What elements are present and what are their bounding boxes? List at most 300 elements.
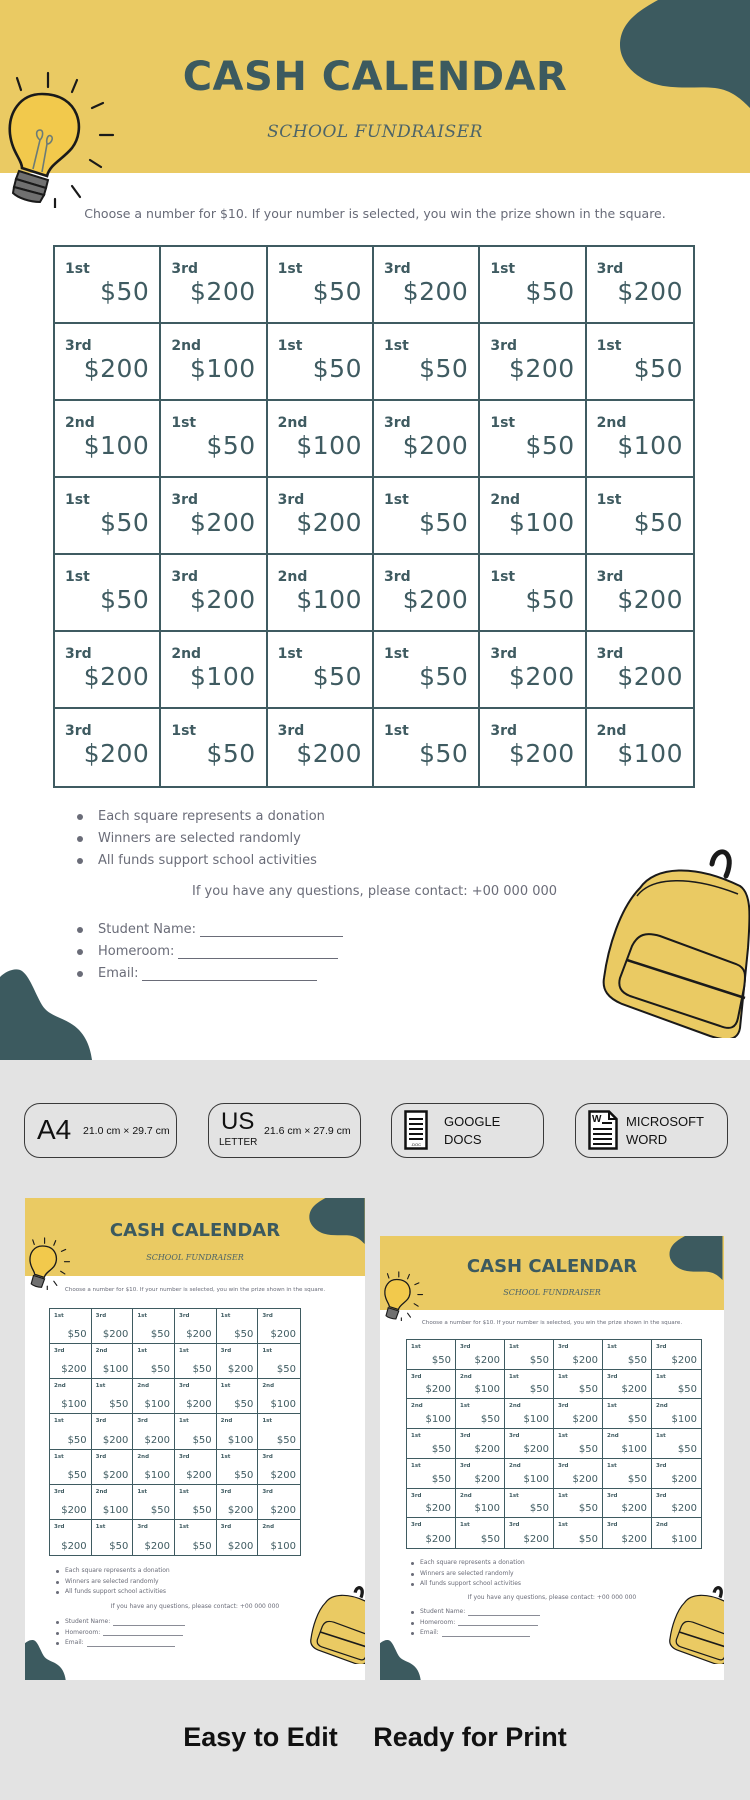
grid-cell[interactable] bbox=[161, 555, 267, 632]
cell-place: 1st bbox=[65, 261, 90, 277]
cell-prize: $200 bbox=[270, 1329, 296, 1341]
cell-place: 3rd bbox=[656, 1492, 667, 1499]
grid-cell[interactable] bbox=[268, 324, 374, 401]
preview-grid-cell bbox=[603, 1518, 652, 1548]
cell-place: 1st bbox=[65, 569, 90, 585]
cell-place: 2nd bbox=[95, 1488, 108, 1495]
cell-place: 3rd bbox=[95, 1418, 107, 1425]
cell-prize: $200 bbox=[621, 1503, 647, 1515]
cell-prize: $200 bbox=[402, 431, 469, 460]
cell-place: 2nd bbox=[171, 646, 202, 662]
cell-prize: $200 bbox=[144, 1540, 170, 1552]
grid-cell[interactable] bbox=[587, 324, 693, 401]
bullet-item: Each square represents a donation bbox=[75, 806, 325, 828]
cell-prize: $200 bbox=[270, 1504, 296, 1516]
preview-bullets bbox=[55, 1566, 170, 1598]
cell-prize: $50 bbox=[633, 354, 683, 383]
cell-place: 3rd bbox=[220, 1488, 232, 1495]
cell-prize: $100 bbox=[61, 1399, 87, 1411]
cell-place: 1st bbox=[490, 415, 516, 431]
cell-prize: $100 bbox=[474, 1384, 500, 1396]
cell-prize: $100 bbox=[621, 1443, 647, 1455]
cell-prize: $200 bbox=[61, 1540, 87, 1552]
cell-place: 3rd bbox=[179, 1313, 190, 1319]
preview-grid-cell bbox=[505, 1518, 554, 1548]
preview-grid-cell bbox=[456, 1399, 505, 1429]
contact-text: If you have any questions, please contact: +00 000 000 bbox=[192, 884, 558, 899]
cell-prize: $200 bbox=[671, 1503, 697, 1515]
preview-grid-cell bbox=[407, 1518, 456, 1548]
cell-place: 3rd bbox=[607, 1373, 618, 1380]
preview-grid-cell bbox=[50, 1414, 92, 1449]
cell-place: 3rd bbox=[490, 338, 517, 354]
field-label: Email: bbox=[420, 1629, 439, 1636]
cell-prize: $50 bbox=[312, 277, 362, 306]
cell-place: 1st bbox=[596, 492, 622, 508]
preview-grid-cell bbox=[133, 1379, 175, 1414]
easy-to-edit-label: Easy to Edit bbox=[183, 1722, 338, 1752]
student-name-field[interactable] bbox=[75, 919, 343, 941]
field-label: Student Name: bbox=[65, 1618, 111, 1625]
cell-prize: $50 bbox=[525, 277, 575, 306]
grid-cell[interactable] bbox=[55, 401, 161, 478]
preview-grid-cell bbox=[258, 1379, 300, 1414]
cell-place: 1st bbox=[220, 1453, 231, 1460]
cell-prize: $50 bbox=[677, 1384, 697, 1396]
grid-cell[interactable] bbox=[374, 555, 480, 632]
cell-place: 3rd bbox=[607, 1522, 618, 1529]
cell-place: 3rd bbox=[262, 1313, 273, 1319]
preview-grid-cell bbox=[505, 1429, 554, 1459]
cell-prize: $50 bbox=[150, 1364, 170, 1376]
cell-prize: $200 bbox=[425, 1533, 451, 1545]
badge-us-size: 21.6 cm × 27.9 cm bbox=[264, 1125, 351, 1137]
grid-cell[interactable] bbox=[587, 632, 693, 709]
grid-cell[interactable] bbox=[268, 478, 374, 555]
cell-prize: $50 bbox=[234, 1399, 254, 1411]
cell-prize: $200 bbox=[572, 1354, 598, 1366]
cell-prize: $50 bbox=[578, 1503, 598, 1515]
cell-prize: $50 bbox=[206, 431, 256, 460]
cell-prize: $200 bbox=[227, 1540, 254, 1552]
cell-prize: $50 bbox=[150, 1504, 170, 1516]
cell-place: 1st bbox=[558, 1522, 568, 1529]
grid-cell[interactable] bbox=[268, 401, 374, 478]
grid-cell[interactable] bbox=[374, 401, 480, 478]
cell-prize: $200 bbox=[617, 277, 683, 306]
backpack-icon bbox=[309, 1582, 365, 1664]
grid-cell[interactable] bbox=[161, 324, 267, 401]
preview-grid-cell bbox=[603, 1459, 652, 1489]
cell-prize: $200 bbox=[617, 585, 683, 614]
badge-us-letter bbox=[208, 1103, 361, 1158]
cell-place: 3rd bbox=[656, 1462, 667, 1469]
cell-place: 3rd bbox=[384, 415, 411, 431]
badge-microsoft-word bbox=[575, 1103, 728, 1158]
preview-grid-cell bbox=[554, 1489, 603, 1519]
cell-prize: $50 bbox=[419, 739, 469, 768]
cell-prize: $100 bbox=[671, 1414, 697, 1426]
cell-prize: $50 bbox=[67, 1469, 87, 1481]
preview-grid-cell bbox=[133, 1520, 175, 1555]
badge-word-line1: MICROSOFT bbox=[626, 1114, 704, 1129]
cell-place: 3rd bbox=[171, 569, 198, 585]
cell-place: 3rd bbox=[65, 338, 92, 354]
cell-place: 3rd bbox=[607, 1492, 618, 1499]
cell-place: 1st bbox=[607, 1344, 617, 1350]
cell-prize: $200 bbox=[621, 1533, 647, 1545]
preview-grid-cell bbox=[175, 1344, 217, 1379]
preview-grid-cell bbox=[652, 1340, 701, 1370]
cell-prize: $200 bbox=[617, 662, 683, 691]
cell-prize: $100 bbox=[227, 1434, 254, 1446]
student-fields bbox=[75, 919, 343, 985]
cell-place: 1st bbox=[596, 338, 622, 354]
cell-place: 1st bbox=[460, 1522, 470, 1529]
cell-prize: $50 bbox=[431, 1473, 451, 1485]
cell-place: 1st bbox=[179, 1488, 189, 1495]
info-bullets bbox=[75, 806, 325, 872]
cell-place: 2nd bbox=[277, 415, 308, 431]
cell-place: 3rd bbox=[596, 569, 624, 585]
preview-grid-cell bbox=[603, 1399, 652, 1429]
preview-contact: If you have any questions, please contact: +00 000 000 bbox=[467, 1594, 637, 1601]
cell-place: 1st bbox=[171, 415, 197, 431]
cell-place: 3rd bbox=[179, 1383, 190, 1390]
cell-place: 2nd bbox=[95, 1348, 108, 1355]
instruction-text: Choose a number for $10. If your number is selected, you win the prize shown in the square. bbox=[84, 206, 666, 221]
grid-cell[interactable] bbox=[161, 478, 267, 555]
preview-grid-cell bbox=[603, 1340, 652, 1370]
preview-field bbox=[55, 1617, 185, 1628]
preview-grid-cell bbox=[258, 1520, 300, 1555]
cell-prize: $100 bbox=[83, 431, 150, 460]
preview-subtitle: SCHOOL FUNDRAISER bbox=[146, 1253, 244, 1262]
cell-prize: $50 bbox=[419, 662, 469, 691]
grid-cell[interactable] bbox=[268, 632, 374, 709]
cell-place: 2nd bbox=[262, 1383, 275, 1390]
preview-grid-cell bbox=[456, 1518, 505, 1548]
cell-place: 3rd bbox=[65, 723, 92, 739]
cell-prize: $200 bbox=[144, 1434, 170, 1446]
cell-prize: $200 bbox=[621, 1384, 647, 1396]
cell-prize: $50 bbox=[192, 1434, 212, 1446]
cell-prize: $100 bbox=[144, 1469, 170, 1481]
field-label: Email: bbox=[65, 1639, 84, 1646]
grid-cell[interactable] bbox=[55, 247, 161, 324]
cell-place: 1st bbox=[54, 1453, 64, 1460]
preview-grid-cell bbox=[92, 1344, 134, 1379]
cell-prize: $200 bbox=[296, 508, 362, 537]
cell-place: 2nd bbox=[656, 1403, 668, 1410]
grid-cell[interactable] bbox=[161, 247, 267, 324]
grid-cell[interactable] bbox=[587, 555, 693, 632]
preview-grid-cell bbox=[505, 1399, 554, 1429]
cell-prize: $50 bbox=[276, 1364, 296, 1376]
field-label: Student Name: bbox=[420, 1608, 466, 1615]
cell-place: 1st bbox=[95, 1383, 106, 1390]
cell-prize: $50 bbox=[192, 1504, 212, 1516]
preview-grid-cell bbox=[456, 1489, 505, 1519]
preview-grid bbox=[49, 1308, 301, 1556]
cell-prize: $50 bbox=[312, 662, 362, 691]
preview-contact: If you have any questions, please contact: +00 000 000 bbox=[110, 1603, 280, 1610]
grid-cell[interactable] bbox=[268, 555, 374, 632]
preview-grid-cell bbox=[554, 1340, 603, 1370]
cell-place: 3rd bbox=[54, 1523, 65, 1530]
cell-place: 1st bbox=[558, 1373, 568, 1380]
cell-prize: $200 bbox=[190, 585, 256, 614]
cell-prize: $200 bbox=[83, 739, 150, 768]
cell-prize: $200 bbox=[523, 1443, 549, 1455]
cell-prize: $50 bbox=[480, 1414, 500, 1426]
grid-cell[interactable] bbox=[268, 709, 374, 786]
preview-grid-cell bbox=[505, 1370, 554, 1400]
cell-prize: $50 bbox=[150, 1329, 170, 1341]
cell-prize: $200 bbox=[402, 585, 469, 614]
cell-prize: $50 bbox=[100, 508, 150, 537]
grid-cell[interactable] bbox=[161, 709, 267, 786]
grid-cell[interactable] bbox=[268, 247, 374, 324]
cell-place: 3rd bbox=[384, 569, 411, 585]
cell-prize: $200 bbox=[227, 1364, 254, 1376]
cell-prize: $50 bbox=[192, 1364, 212, 1376]
preview-grid-cell bbox=[554, 1370, 603, 1400]
cell-prize: $200 bbox=[425, 1384, 451, 1396]
preview-grid-cell bbox=[217, 1485, 259, 1520]
cell-prize: $200 bbox=[523, 1533, 549, 1545]
grid-cell[interactable] bbox=[480, 478, 586, 555]
field-label: Student Name: bbox=[98, 922, 197, 937]
cell-prize: $50 bbox=[419, 508, 469, 537]
preview-grid-cell bbox=[175, 1450, 217, 1485]
preview-a4[interactable] bbox=[25, 1198, 365, 1680]
cell-place: 2nd bbox=[596, 415, 627, 431]
cell-prize: $200 bbox=[190, 508, 256, 537]
cell-prize: $200 bbox=[509, 354, 575, 383]
grid-cell[interactable] bbox=[374, 324, 480, 401]
preview-field bbox=[55, 1628, 185, 1639]
cell-place: 1st bbox=[262, 1348, 273, 1355]
cell-place: 2nd bbox=[460, 1373, 472, 1380]
cell-place: 3rd bbox=[558, 1403, 569, 1410]
cell-prize: $200 bbox=[572, 1414, 598, 1426]
cell-place: 3rd bbox=[220, 1348, 232, 1355]
preview-grid-cell bbox=[50, 1450, 92, 1485]
cell-place: 3rd bbox=[596, 646, 624, 662]
cell-prize: $200 bbox=[474, 1443, 500, 1455]
badge-us-sub: LETTER bbox=[219, 1137, 258, 1148]
preview-grid-cell bbox=[603, 1429, 652, 1459]
preview-grid-cell bbox=[133, 1485, 175, 1520]
grid-cell[interactable] bbox=[55, 555, 161, 632]
grid-cell[interactable] bbox=[480, 555, 586, 632]
email-field[interactable] bbox=[75, 963, 343, 985]
cell-place: 3rd bbox=[277, 492, 305, 508]
grid-cell[interactable] bbox=[161, 401, 267, 478]
preview-grid-cell bbox=[407, 1340, 456, 1370]
decorative-blob-bottom-left bbox=[0, 965, 95, 1060]
grid-cell[interactable] bbox=[587, 478, 693, 555]
word-file-icon bbox=[588, 1110, 618, 1150]
cell-place: 1st bbox=[171, 723, 197, 739]
cell-prize: $50 bbox=[419, 354, 469, 383]
footer-tagline bbox=[0, 1722, 750, 1753]
cell-prize: $100 bbox=[296, 431, 362, 460]
cell-place: 3rd bbox=[490, 646, 517, 662]
bullet-item: Winners are selected randomly bbox=[410, 1569, 525, 1580]
cell-place: 2nd bbox=[596, 723, 627, 739]
grid-cell[interactable] bbox=[587, 709, 693, 786]
field-label: Homeroom: bbox=[65, 1628, 101, 1636]
cell-prize: $50 bbox=[234, 1329, 254, 1341]
cell-prize: $50 bbox=[525, 585, 575, 614]
field-label: Homeroom: bbox=[98, 944, 175, 959]
document-subtitle: SCHOOL FUNDRAISER bbox=[267, 122, 483, 142]
cell-prize: $50 bbox=[192, 1540, 212, 1552]
bullet-item: Each square represents a donation bbox=[410, 1558, 525, 1569]
preview-grid-cell bbox=[456, 1340, 505, 1370]
grid-cell[interactable] bbox=[587, 401, 693, 478]
cell-prize: $200 bbox=[102, 1329, 129, 1341]
cell-place: 2nd bbox=[607, 1433, 619, 1440]
preview-grid-cell bbox=[217, 1344, 259, 1379]
preview-grid-cell bbox=[175, 1414, 217, 1449]
preview-grid-cell bbox=[217, 1450, 259, 1485]
cell-place: 1st bbox=[137, 1348, 148, 1355]
cell-place: 2nd bbox=[262, 1523, 275, 1530]
homeroom-field[interactable] bbox=[75, 941, 343, 963]
cell-place: 1st bbox=[384, 492, 409, 508]
cell-place: 3rd bbox=[490, 723, 517, 739]
cell-place: 1st bbox=[277, 261, 303, 277]
cell-prize: $100 bbox=[509, 508, 575, 537]
grid-cell[interactable] bbox=[55, 632, 161, 709]
cell-prize: $50 bbox=[100, 585, 150, 614]
preview-grid-cell bbox=[133, 1450, 175, 1485]
fill-line[interactable] bbox=[200, 921, 343, 937]
cell-place: 3rd bbox=[262, 1453, 273, 1460]
grid-cell[interactable] bbox=[374, 632, 480, 709]
grid-cell[interactable] bbox=[374, 709, 480, 786]
preview-grid-cell bbox=[407, 1489, 456, 1519]
cell-place: 2nd bbox=[411, 1403, 423, 1410]
decorative-blob-bottom-left bbox=[380, 1638, 422, 1680]
cell-prize: $50 bbox=[67, 1329, 87, 1341]
preview-grid-cell bbox=[407, 1429, 456, 1459]
cell-place: 2nd bbox=[220, 1418, 233, 1425]
cell-prize: $100 bbox=[270, 1540, 296, 1552]
cell-place: 1st bbox=[490, 261, 516, 277]
fill-line[interactable] bbox=[178, 943, 338, 959]
cell-place: 1st bbox=[411, 1462, 421, 1469]
cell-prize: $50 bbox=[480, 1533, 500, 1545]
preview-grid-cell bbox=[603, 1370, 652, 1400]
grid-cell[interactable] bbox=[587, 247, 693, 324]
cell-prize: $200 bbox=[671, 1354, 697, 1366]
cell-place: 3rd bbox=[656, 1344, 667, 1350]
preview-subtitle: SCHOOL FUNDRAISER bbox=[503, 1288, 601, 1297]
grid-cell[interactable] bbox=[55, 709, 161, 786]
preview-us-letter[interactable] bbox=[380, 1236, 724, 1680]
cell-prize: $50 bbox=[627, 1354, 647, 1366]
prize-grid bbox=[53, 245, 695, 788]
cell-prize: $50 bbox=[312, 354, 362, 383]
cell-place: 1st bbox=[137, 1488, 148, 1495]
cell-place: 3rd bbox=[54, 1488, 65, 1495]
grid-cell[interactable] bbox=[480, 709, 586, 786]
preview-field bbox=[410, 1618, 540, 1629]
cell-place: 3rd bbox=[262, 1488, 273, 1495]
cell-place: 1st bbox=[277, 646, 303, 662]
cell-place: 2nd bbox=[460, 1492, 472, 1499]
cell-place: 2nd bbox=[656, 1522, 668, 1529]
preview-title: CASH CALENDAR bbox=[109, 1220, 281, 1241]
cell-place: 2nd bbox=[509, 1403, 521, 1410]
cell-place: 2nd bbox=[171, 338, 202, 354]
cell-place: 1st bbox=[384, 723, 409, 739]
cell-prize: $100 bbox=[144, 1399, 170, 1411]
cell-prize: $100 bbox=[523, 1473, 549, 1485]
badge-google-docs bbox=[391, 1103, 544, 1158]
preview-grid-cell bbox=[554, 1459, 603, 1489]
cell-prize: $200 bbox=[186, 1399, 212, 1411]
cell-prize: $50 bbox=[578, 1533, 598, 1545]
grid-cell[interactable] bbox=[55, 478, 161, 555]
cell-place: 1st bbox=[656, 1373, 666, 1380]
cell-place: 1st bbox=[65, 492, 90, 508]
preview-fields bbox=[55, 1617, 185, 1649]
cell-prize: $200 bbox=[102, 1434, 129, 1446]
cell-place: 3rd bbox=[509, 1433, 520, 1440]
cell-place: 1st bbox=[179, 1418, 189, 1425]
grid-cell[interactable] bbox=[480, 632, 586, 709]
cell-place: 3rd bbox=[171, 492, 198, 508]
grid-cell[interactable] bbox=[480, 401, 586, 478]
preview-grid-cell bbox=[505, 1459, 554, 1489]
cell-place: 3rd bbox=[137, 1523, 148, 1530]
cell-prize: $200 bbox=[83, 662, 150, 691]
cell-place: 1st bbox=[460, 1403, 470, 1410]
preview-grid-cell bbox=[50, 1520, 92, 1555]
preview-grid-cell bbox=[456, 1429, 505, 1459]
grid-cell[interactable] bbox=[374, 247, 480, 324]
bullet-item: All funds support school activities bbox=[75, 850, 325, 872]
cell-prize: $50 bbox=[633, 508, 683, 537]
grid-cell[interactable] bbox=[480, 247, 586, 324]
preview-grid-cell bbox=[92, 1414, 134, 1449]
cell-place: 3rd bbox=[411, 1492, 422, 1499]
grid-cell[interactable] bbox=[161, 632, 267, 709]
preview-grid-cell bbox=[554, 1429, 603, 1459]
cell-prize: $50 bbox=[109, 1399, 129, 1411]
grid-cell[interactable] bbox=[374, 478, 480, 555]
grid-cell[interactable] bbox=[480, 324, 586, 401]
cell-prize: $200 bbox=[83, 354, 150, 383]
cell-place: 1st bbox=[607, 1462, 617, 1469]
preview-grid-cell bbox=[50, 1485, 92, 1520]
bullet-item: All funds support school activities bbox=[55, 1587, 170, 1598]
cell-prize: $100 bbox=[671, 1533, 697, 1545]
cell-prize: $50 bbox=[67, 1434, 87, 1446]
cell-place: 3rd bbox=[558, 1344, 569, 1350]
doc-file-icon bbox=[404, 1110, 428, 1150]
preview-grid-cell bbox=[92, 1379, 134, 1414]
grid-cell[interactable] bbox=[55, 324, 161, 401]
fill-line[interactable] bbox=[142, 965, 317, 981]
preview-grid-cell bbox=[175, 1485, 217, 1520]
preview-grid-cell bbox=[133, 1414, 175, 1449]
